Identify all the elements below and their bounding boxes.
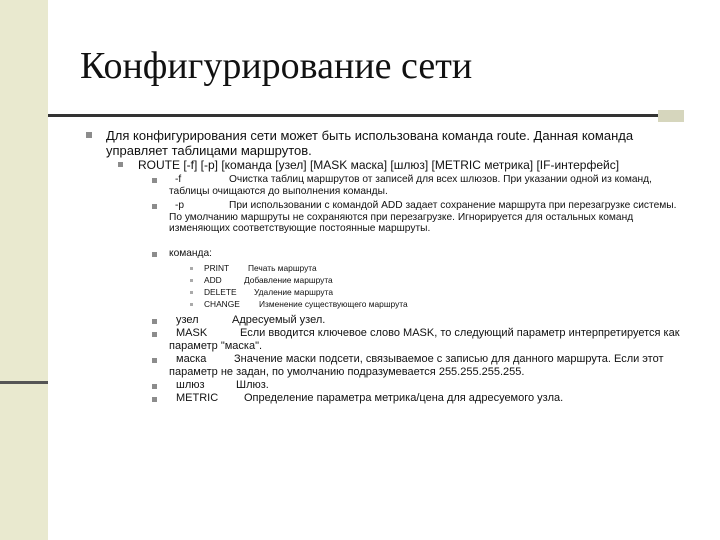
slide-body xyxy=(86,128,686,528)
param-key: шлюз xyxy=(176,379,205,391)
left-band-divider xyxy=(0,381,48,384)
bullet-square-icon xyxy=(152,384,157,389)
bullet-square-icon xyxy=(152,319,157,324)
bullet-square-icon xyxy=(152,358,157,363)
option-key: команда: xyxy=(169,248,212,259)
command-desc: Изменение существующего маршрута xyxy=(259,299,408,309)
option-key: -p xyxy=(175,200,185,211)
param-key: маска xyxy=(176,353,207,365)
bullet-dot-icon xyxy=(190,279,193,282)
bullet-dot-icon xyxy=(190,291,193,294)
param-desc: Определение параметра метрика/цена для адресуемого узла. xyxy=(244,392,564,404)
option-desc: Очистка таблиц маршрутов от записей для всех шлюзов. При указании одной из команд, таблицы очищаются до выполнения команды. xyxy=(169,174,652,197)
command-item xyxy=(204,262,684,274)
param-key: MASK xyxy=(176,327,208,339)
left-decorative-band xyxy=(0,0,48,540)
option-item xyxy=(169,200,683,235)
param-item xyxy=(169,327,683,353)
command-desc: Добавление маршрута xyxy=(244,275,333,285)
command-item xyxy=(204,298,684,310)
command-item xyxy=(204,286,684,298)
command-item xyxy=(204,274,684,286)
param-key: узел xyxy=(176,314,199,326)
bullet-square-icon xyxy=(118,162,123,167)
intro-text: Для конфигурирования сети может быть использована команда route. Данная команда управляет таблицами маршрутов. xyxy=(106,128,634,158)
command-key: CHANGE xyxy=(204,299,240,309)
param-key: METRIC xyxy=(176,392,219,404)
option-key: -f xyxy=(175,174,182,185)
option-item xyxy=(169,174,683,197)
param-desc: Шлюз. xyxy=(236,379,269,391)
command-desc: Печать маршрута xyxy=(248,263,317,273)
route-syntax: ROUTE [-f] [-p] [команда [узел] [MASK маска] [шлюз] [METRIC метрика] [IF-интерфейс] xyxy=(138,158,620,172)
title-underline-accent xyxy=(658,110,684,122)
param-item xyxy=(176,392,686,405)
bullet-square-icon xyxy=(152,252,157,257)
command-key: DELETE xyxy=(204,287,237,297)
param-item xyxy=(176,379,686,392)
bullet-square-icon xyxy=(152,204,157,209)
command-key: ADD xyxy=(204,275,222,285)
bullet-square-icon xyxy=(152,332,157,337)
param-desc: Значение маски подсети, связываемое с записью для данного маршрута. Если этот параметр не задан, по умолчанию подразумевается 255.255.255.255. xyxy=(169,353,664,378)
slide-title: Конфигурирование сети xyxy=(80,45,473,87)
option-item xyxy=(169,248,683,260)
bullet-dot-icon xyxy=(190,303,193,306)
bullet-square-icon xyxy=(86,132,92,138)
param-desc: Если вводится ключевое слово MASK, то следующий параметр интерпретируется как параметр "маска". xyxy=(169,327,680,352)
command-desc: Удаление маршрута xyxy=(254,287,333,297)
param-desc: Адресуемый узел. xyxy=(232,314,326,326)
param-item xyxy=(176,314,686,327)
bullet-square-icon xyxy=(152,397,157,402)
bullet-square-icon xyxy=(152,178,157,183)
bullet-dot-icon xyxy=(190,267,193,270)
param-item xyxy=(169,353,683,379)
command-key: PRINT xyxy=(204,263,230,273)
title-underline xyxy=(48,114,658,117)
option-desc: При использовании с командой ADD задает сохранение маршрута при перезагрузке системы. По умолчанию маршруты не сохраняются при перезагрузке. Игнорируется для остальных команд изменяющих соответствующие постоянные маршруты. xyxy=(169,200,677,234)
